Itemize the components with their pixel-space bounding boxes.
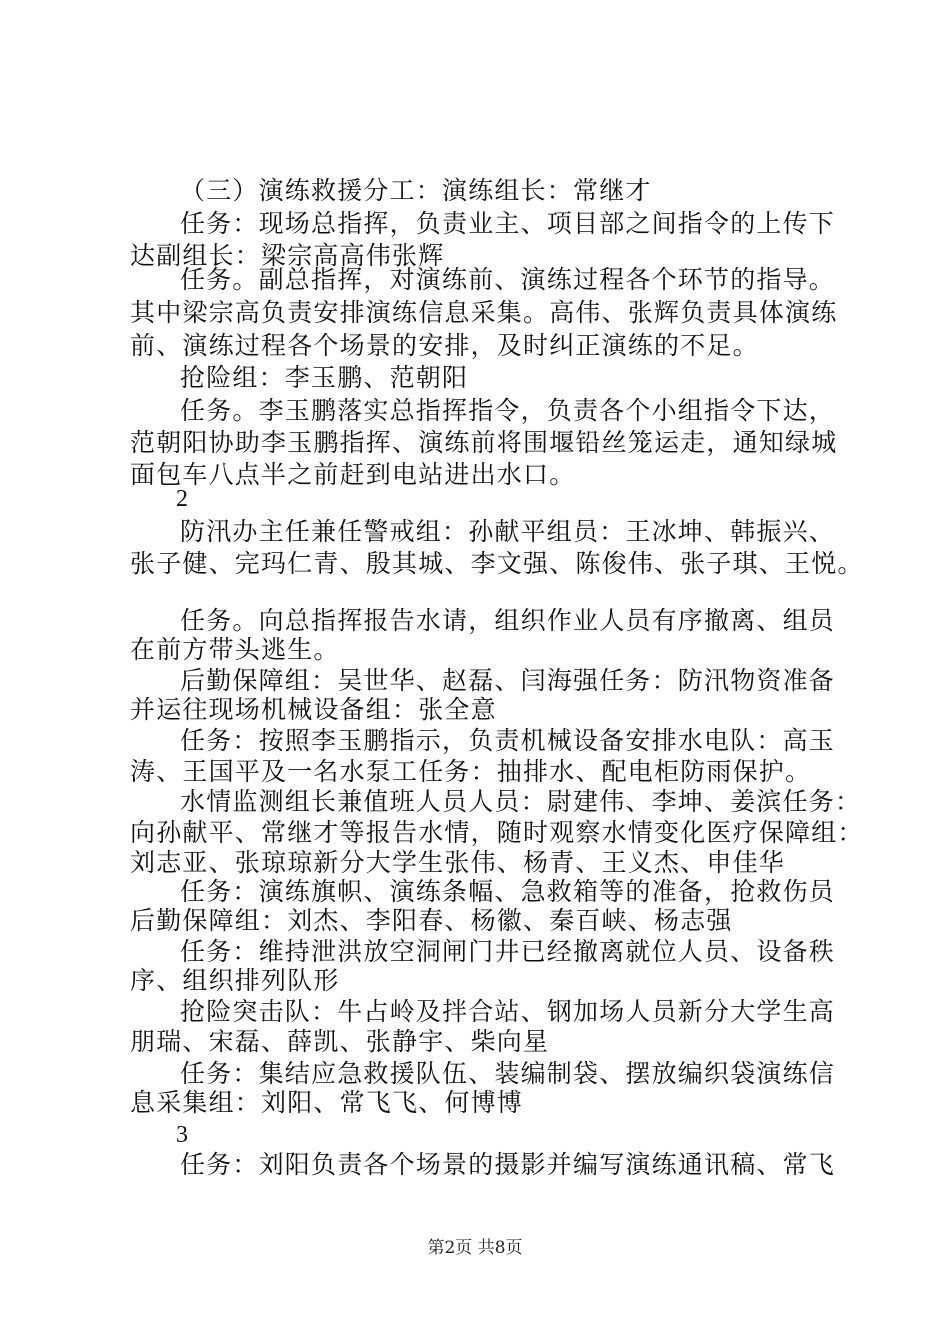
text-line: 其中梁宗高负责安排演练信息采集。高伟、张辉负责具体演练 — [130, 298, 838, 327]
page-break-number: 2 — [176, 486, 190, 512]
text-line: 抢险突击队：牛占岭及拌合站、钢加场人员新分大学生高 — [180, 997, 836, 1026]
text-line: 任务：演练旗帜、演练条幅、急救箱等的准备，抢救伤员 — [180, 877, 836, 906]
section-heading: （三）演练救援分工：演练组长：常继才 — [180, 176, 652, 205]
text-line: 息采集组：刘阳、常飞飞、何博博 — [130, 1088, 524, 1117]
text-line: 任务：集结应急救援队伍、装编制袋、摆放编织袋演练信 — [180, 1059, 836, 1088]
text-line: 涛、王国平及一名水泵工任务：抽排水、配电柜防雨保护。 — [130, 757, 812, 786]
text-line: 任务：按照李玉鹏指示，负责机械设备安排水电队：高玉 — [180, 726, 836, 755]
text-line: 在前方带头逃生。 — [130, 635, 340, 664]
page-break-number: 3 — [176, 1122, 190, 1148]
page-footer: 第2页 共8页 — [427, 1238, 523, 1258]
text-line: 达副组长：梁宗高高伟张辉 — [130, 241, 445, 270]
text-line: 向孙献平、常继才等报告水情，随时观察水情变化医疗保障组： — [130, 818, 864, 847]
text-line: 范朝阳协助李玉鹏指挥、演练前将围堰铅丝笼运走，通知绿城 — [130, 428, 838, 457]
text-line: 后勤保障组：刘杰、李阳春、杨徽、秦百峡、杨志强 — [130, 906, 733, 935]
text-line: 面包车八点半之前赶到电站进出水口。 — [130, 460, 576, 489]
text-line: 并运往现场机械设备组：张全意 — [130, 695, 497, 724]
text-line: 后勤保障组：吴世华、赵磊、闫海强任务：防汛物资准备 — [180, 666, 836, 695]
text-line: 任务。副总指挥，对演练前、演练过程各个环节的指导。 — [180, 265, 836, 294]
text-line: 任务：现场总指挥，负责业主、项目部之间指令的上传下 — [180, 209, 836, 238]
text-line: 任务：刘阳负责各个场景的摄影并编写演练通讯稿、常飞 — [180, 1150, 836, 1179]
text-line: 张子健、完玛仁青、殷其城、李文强、陈俊伟、张子琪、王悦。 — [130, 549, 864, 578]
text-line: 朋瑞、宋磊、薛凯、张静宇、柴向星 — [130, 1027, 550, 1056]
text-line: 前、演练过程各个场景的安排，及时纠正演练的不足。 — [130, 331, 759, 360]
text-line: 水情监测组长兼值班人员人员：尉建伟、李坤、姜滨任务： — [180, 787, 862, 816]
text-line: 任务：维持泄洪放空洞闸门井已经撤离就位人员、设备秩 — [180, 937, 836, 966]
text-line: 任务。李玉鹏落实总指挥指令，负责各个小组指令下达， — [180, 396, 836, 425]
text-line: 任务。向总指挥报告水请，组织作业人员有序撤离、组员 — [180, 606, 836, 635]
text-line: 序、组织排列队形 — [130, 966, 340, 995]
text-line: 防汛办主任兼任警戒组：孙献平组员：王冰坤、韩振兴、 — [180, 517, 836, 546]
text-line: 抢险组：李玉鹏、范朝阳 — [180, 363, 469, 392]
text-line: 刘志亚、张琼琼新分大学生张伟、杨青、王义杰、申佳华 — [130, 848, 786, 877]
